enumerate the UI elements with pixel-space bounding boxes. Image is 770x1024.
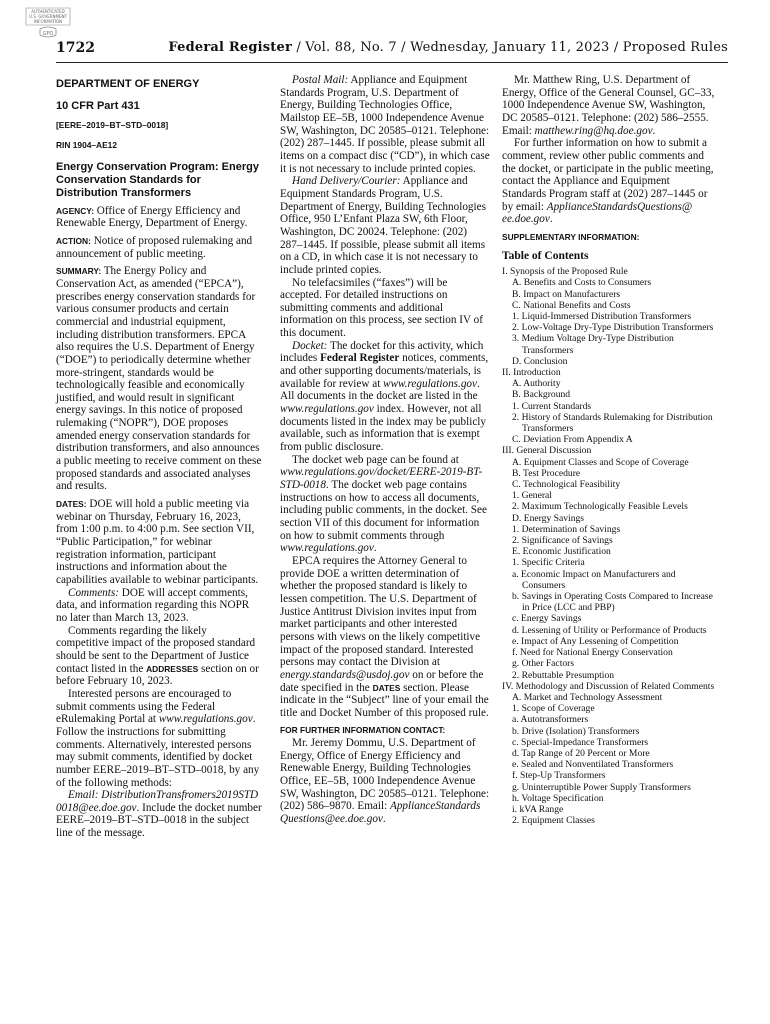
action-section <box>56 235 262 260</box>
further-text: For further information on how to submit a comment, review other public comments and the docket, or participate in the public meeting, contact the Appliance and Equipment Standards Program staff at (202) 287–1445 or by email: <box>502 137 714 213</box>
dates-section <box>56 498 262 587</box>
toc-item: A. Equipment Classes and Scope of Coverage <box>512 456 689 468</box>
epca-text-b: on or before the date specified in the <box>280 668 484 694</box>
summary-label: SUMMARY: <box>56 266 102 277</box>
toc-item: g. Other Factors <box>512 658 575 670</box>
encouraged-text-a: Interested persons are encouraged to submit comments using the Federal eRulemaking Portal at <box>56 687 232 726</box>
header-rule <box>56 62 728 63</box>
docket-text-a: The docket for this activity, which includes <box>280 339 484 365</box>
column-3 <box>502 74 716 826</box>
agency-text: Office of Energy Efficiency and Renewable Energy, Department of Energy. <box>56 204 248 230</box>
toc-item: e. Sealed and Nonventilated Transformers <box>512 759 674 771</box>
docket-label: Docket: <box>292 339 328 352</box>
contact2-text: Mr. Matthew Ring, U.S. Department of Energy, Office of the General Counsel, GC–33, 1000 Independence Avenue SW, Washington, DC 20585–0121. Telephone: (202) 586–2555. Email: <box>502 74 715 137</box>
email-label: Email: <box>68 789 99 802</box>
journal-title: Federal Register <box>168 40 293 55</box>
toc-item: D. Conclusion <box>512 355 568 367</box>
toc-item: A. Benefits and Costs to Consumers <box>512 277 652 289</box>
toc-item: III. General Discussion <box>502 445 592 457</box>
email-text: . Include the docket number EERE–2019–BT–STD–0018 in the subject line of the message. <box>56 801 262 840</box>
toc-item: E. Economic Justification <box>512 546 611 558</box>
toc-item: f. Step-Up Transformers <box>512 770 606 782</box>
toc-item: A. Authority <box>512 378 561 390</box>
toc-item: A. Market and Technology Assessment <box>512 691 663 703</box>
dates-ref: DATES <box>372 682 401 693</box>
toc-item: c. Special-Impedance Transformers <box>512 736 649 748</box>
logo-line2: U.S. GOVERNMENT <box>29 14 67 19</box>
contact1-text: Mr. Jeremy Dommu, U.S. Department of Energy, Office of Energy Efficiency and Renewable Energy, Building Technologies Office, EE–5B, 1000 Independence Avenue SW, Washington, DC 20585–0121. Telephone: (202) 586–9870. Email: <box>280 737 490 813</box>
toc-item: 2. Rebuttable Presumption <box>512 669 615 681</box>
toc-item: g. Uninterruptible Power Supply Transformers <box>512 781 691 793</box>
toc-item: IV. Methodology and Discussion of Related Comments <box>502 680 715 692</box>
hand-label: Hand Delivery/Courier: <box>292 175 401 188</box>
regulations-link[interactable]: www.regulations.gov <box>158 713 253 726</box>
hand-text: Appliance and Equipment Standards Program, U.S. Department of Energy, Building Technologies Office, 950 L’Enfant Plaza SW, 6th Floor, Washington, DC 20024. Telephone: (202) 287–1445. If possible, please submit all items on a CD, in which case it is not necessary to include printed copies. <box>280 175 486 276</box>
running-head <box>168 40 728 55</box>
toc-item: 1. Current Standards <box>512 400 592 412</box>
toc-item: a. Economic Impact on Manufacturers and Consumers <box>512 568 676 591</box>
email-paragraph <box>56 789 262 840</box>
toc-item: b. Savings in Operating Costs Compared to Increase in Price (LCC and PBP) <box>512 591 713 614</box>
contact2-email-link[interactable]: matthew.ring@hq.doe.gov <box>534 124 653 137</box>
docket-paragraph <box>280 340 490 454</box>
contact-ring <box>502 74 716 137</box>
column-2 <box>280 74 490 826</box>
toc-item: 2. Low-Voltage Dry-Type Distribution Transformers <box>512 322 714 334</box>
docket-id: [EERE–2019–BT–STD–0018] <box>56 120 169 131</box>
action-label: ACTION: <box>56 235 91 246</box>
toc-title: Table of Contents <box>502 249 589 262</box>
toc-item: I. Synopsis of the Proposed Rule <box>502 266 628 278</box>
toc-item: 2. Equipment Classes <box>512 815 595 827</box>
competitive-text-a: Comments regarding the likely competitive impact of the proposed standard should be sent to the Department of Justice contact listed in the <box>56 624 256 675</box>
no-fax-paragraph: No telefacsimiles (“faxes”) will be accepted. For detailed instructions on submitting comments and additional information on this process, see section IV of this document. <box>280 276 483 340</box>
postal-text: Appliance and Equipment Standards Program, U.S. Department of Energy, Building Technologies Office, Mailstop EE–5B, 1000 Independence Avenue SW, Washington, DC 20585–0121. Telephone: (202) 287–1445. If possible, please submit all items on a compact disc (“CD”), in which case it is not necessary to include printed copies. <box>280 74 490 175</box>
questions-email-link[interactable]: ApplianceStandardsQuestions@ ee.doe.gov <box>502 200 693 226</box>
docket-webpage-link[interactable]: www.regulations.gov/docket/EERE-2019-BT-STD-0018 <box>280 466 483 491</box>
comments-label: Comments: <box>68 586 119 599</box>
federal-register-ref: Federal Register <box>320 352 400 365</box>
agency-section <box>56 205 262 230</box>
toc-item: h. Voltage Specification <box>512 792 604 804</box>
docket-text-b: notices, comments, and other supporting documents/materials, is available for review at <box>280 352 489 390</box>
logo-line1: AUTHENTICATED <box>31 9 65 14</box>
toc-item: 1. Determination of Savings <box>512 523 621 535</box>
toc-item: 1. Liquid-Immersed Distribution Transformers <box>512 311 692 322</box>
agency-heading: DEPARTMENT OF ENERGY <box>56 78 200 90</box>
addresses-ref: ADDRESSES <box>146 663 199 674</box>
toc-item: C. Deviation From Appendix A <box>512 434 633 446</box>
toc-item: B. Background <box>512 389 571 401</box>
toc-item: d. Tap Range of 20 Percent or More <box>512 747 650 759</box>
page-header <box>56 40 728 60</box>
summary-section <box>56 265 262 493</box>
ffi-section <box>280 724 490 737</box>
further-info-paragraph <box>502 137 716 226</box>
toc-item: 1. Specific Criteria <box>512 557 585 569</box>
regulations-link[interactable]: www.regulations.gov <box>280 403 374 416</box>
cfr-part: 10 CFR Part 431 <box>56 99 140 112</box>
action-text: Notice of proposed rulemaking and announcement of public meeting. <box>56 234 253 260</box>
webpage-text-b: . The docket web page contains instructions on how to access all documents, including public comments, in the docket. See section VII of this document for information on how to submit comments through <box>280 479 487 542</box>
toc-item: B. Impact on Manufacturers <box>512 288 621 300</box>
agency-label: AGENCY: <box>56 205 94 216</box>
toc-item: d. Lessening of Utility or Performance of Products <box>512 624 707 636</box>
webpage-text-c: . <box>373 542 377 555</box>
toc-item: C. National Benefits and Costs <box>512 299 631 311</box>
toc-item: i. kVA Range <box>512 803 564 815</box>
summary-text: The Energy Policy and Conservation Act, as amended (“EPCA”), prescribes energy conservation standards for various consumer products and certain commercial and industrial equipment, including distribution transformers. EPCA also requires the U.S. Department of Energy (“DOE”) to periodically determine whether more-stringent, standards would be technologically feasible and economically justified, and would result in significant energy savings. In this notice of proposed rulemaking (“NOPR”), DOE proposes amended energy conservation standards for distribution transformers, and also announces a public meeting to receive comment on these proposed standards and associated analyses and results. <box>56 265 262 493</box>
toc-item: 3. Medium Voltage Dry-Type Distribution Transformers <box>512 333 674 356</box>
postal-paragraph <box>280 74 490 175</box>
ffi-label: FOR FURTHER INFORMATION CONTACT: <box>280 725 446 736</box>
comments-paragraph <box>56 587 262 625</box>
further-end: . <box>549 213 553 226</box>
epca-text-c: section. Please indicate in the “Subject” line of your email the title and Docket Number of this proposed rule. <box>280 681 489 719</box>
toc-item: 1. Scope of Coverage <box>512 703 595 715</box>
contact1-end: . <box>382 813 386 826</box>
logo-line3: INFORMATION <box>33 19 63 24</box>
toc-item: b. Drive (Isolation) Transformers <box>512 725 640 737</box>
toc-item: II. Introduction <box>502 367 561 379</box>
docket-text-c: . All documents in the docket are listed in the <box>280 377 480 403</box>
toc-item: C. Technological Feasibility <box>512 479 621 491</box>
toc-item: c. Energy Savings <box>512 613 582 625</box>
toc-item: 1. General <box>512 490 552 502</box>
rin-number: RIN 1904–AE12 <box>56 139 117 150</box>
contact2-end: . <box>652 124 656 137</box>
page-number: 1722 <box>56 40 95 56</box>
toc-item: D. Energy Savings <box>512 512 585 524</box>
epca-text-a: EPCA requires the Attorney General to provide DOE a written determination of whether the proposed standard is likely to lessen competition. The U.S. Department of Justice Antitrust Division invites input from market participants and other interested persons with views on the likely competitive impact of the proposed standard. Interested persons may contact the Division at <box>280 554 481 669</box>
webpage-paragraph <box>280 454 490 555</box>
toc-item: e. Impact of Any Lessening of Competition <box>512 635 679 647</box>
dates-label: DATES: <box>56 499 87 510</box>
logo-mark: GPO <box>42 31 54 37</box>
comments-text: DOE will accept comments, data, and information regarding this NOPR no later than March 13, 2023. <box>56 586 250 624</box>
toc-item: 2. Significance of Savings <box>512 535 613 547</box>
doj-email-link[interactable]: energy.standards@usdoj.gov <box>280 668 410 681</box>
postal-label: Postal Mail: <box>292 74 349 86</box>
supplementary-label: SUPPLEMENTARY INFORMATION: <box>502 231 640 242</box>
epca-paragraph <box>280 555 490 720</box>
table-of-contents <box>502 266 716 826</box>
contact-dommu <box>280 737 490 826</box>
document-title: Energy Conservation Program: Energy Conservation Standards for Distribution Transformers <box>56 160 259 199</box>
submission-email-link[interactable]: DistributionTransfromers2019STD 0018@ee.doe.gov <box>56 789 259 814</box>
encouraged-text-b: . Follow the instructions for submitting comments. Alternatively, interested persons may submit comments, identified by docket number EERE–2019–BT–STD–0018, by any of the following methods: <box>56 713 260 789</box>
gpo-seal-icon <box>22 7 74 41</box>
encouraged-paragraph <box>56 688 262 789</box>
toc-item: 2. Maximum Technologically Feasible Levels <box>512 501 688 513</box>
regulations-link[interactable]: www.regulations.gov <box>383 377 477 390</box>
competitive-paragraph <box>56 625 262 688</box>
toc-item: f. Need for National Energy Conservation <box>512 647 673 659</box>
supplementary-section <box>502 231 716 244</box>
volume-info: / Vol. 88, No. 7 / Wednesday, January 11, 2023 / Proposed Rules <box>292 40 728 55</box>
regulations-link[interactable]: www.regulations.gov <box>280 542 374 555</box>
dates-text: DOE will hold a public meeting via webinar on Thursday, February 16, 2023, from 1:00 p.m. to 4:00 p.m. See section VII, “Public Participation,” for webinar registration information, participant instructions and information about the capabilities available to webinar participants. <box>56 498 259 586</box>
competitive-text-b: section on or before February 10, 2023. <box>56 662 259 688</box>
contact1-email-link[interactable]: ApplianceStandards Questions@ee.doe.gov <box>280 800 481 826</box>
hand-delivery-paragraph <box>280 175 490 276</box>
docket-text-d: index. However, not all documents listed in the index may be publicly available, such as information that is exempt from public disclosure. <box>280 403 486 454</box>
toc-item: 2. History of Standards Rulemaking for Distribution Transformers <box>512 411 713 435</box>
toc-item: a. Autotransformers <box>512 714 589 726</box>
gpo-authenticated-logo <box>22 7 74 41</box>
toc-item: B. Test Procedure <box>512 467 581 479</box>
webpage-text-a: The docket web page can be found at <box>292 453 459 466</box>
column-1 <box>56 74 262 840</box>
